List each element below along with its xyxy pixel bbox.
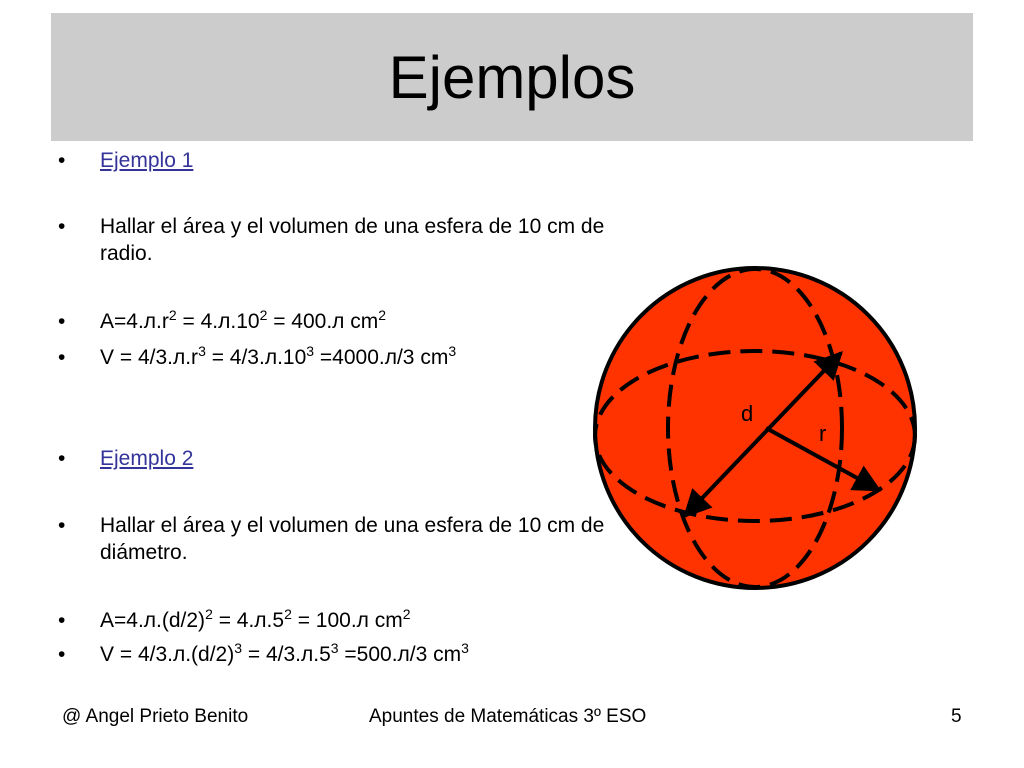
sphere-outline [595,268,915,588]
footer-page-number: 5 [951,706,962,727]
bullet-example1-area: • $A=4.л.r^2 = 4.л.10^2 = 400.л$ $cm^2$ [58,308,618,335]
example2-volume-formula: $V = 4/3.л.(d/2)^3 = 4/3.л.5^3 =500.л/3$ $cm^3$ [100,640,469,666]
example1-statement: Hallar el área y el volumen de una esfera de 10 cm de radio. [100,215,605,265]
title-bar [51,13,973,141]
bullet-example2-heading: • Ejemplo 2 [58,445,618,472]
example2-link[interactable]: Ejemplo 2 [100,447,194,470]
example2-area-formula: $A=4.л.(d/2)^2 = 4.л.5^2 = 100.л$ $cm^2$ [100,606,411,632]
bullet-example1-heading: • Ejemplo 1 [58,147,618,174]
bullet-example1-volume: • $V = 4/3.л.r^3 = 4/3.л.10^3 =4000.л/3$ $cm^3$ [58,344,618,371]
radius-label: r [819,421,827,446]
example1-link[interactable]: Ejemplo 1 [100,149,194,172]
example2-statement: Hallar el área y el volumen de una esfera de 10 cm de diámetro. [100,514,605,564]
bullet-example2-area: • $A=4.л.(d/2)^2 = 4.л.5^2 = 100.л$ $cm^2$ [58,607,618,634]
footer-course: Apuntes de Matemáticas 3º ESO [369,706,647,727]
bullet-example2-statement: • Hallar el área y el volumen de una esfera de 10 cm de diámetro. [58,512,618,566]
diameter-label: d [741,401,754,426]
sphere-body [595,268,915,588]
slide-title: Ejemplos [388,43,636,111]
sphere-diagram [585,258,925,598]
example1-volume-formula: $V = 4/3.л.r^3 = 4/3.л.10^3 =4000.л/3$ $cm^3$ [100,343,457,369]
example1-area-formula: $A=4.л.r^2 = 4.л.10^2 = 400.л$ $cm^2$ [100,307,387,333]
bullet-example1-statement: • Hallar el área y el volumen de una esfera de 10 cm de radio. [58,213,618,267]
bullet-example2-volume: • $V = 4/3.л.(d/2)^3 = 4/3.л.5^3 =500.л/3$ $cm^3$ [58,641,618,668]
footer-author: @ Angel Prieto Benito [62,706,249,727]
